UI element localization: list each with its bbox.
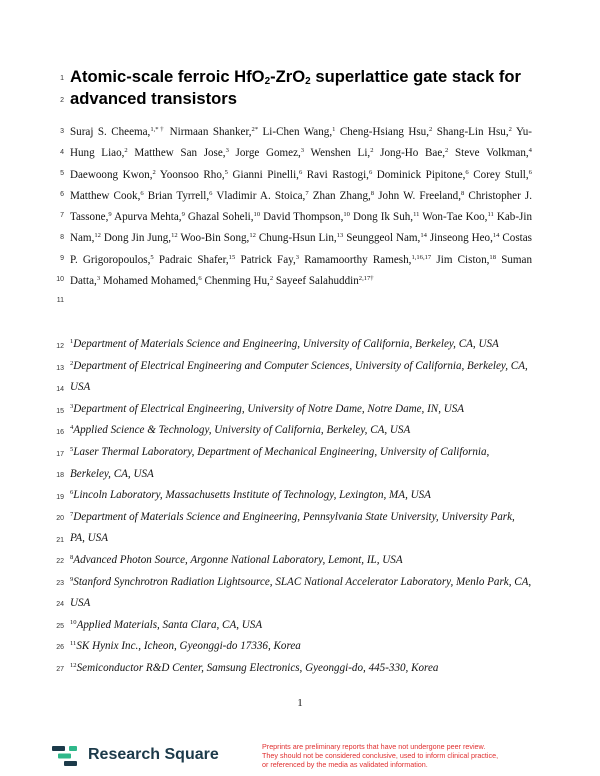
author-affiliation-marker: 1,16,17 bbox=[411, 253, 432, 261]
line-number: 14 bbox=[56, 386, 64, 393]
author-name: John W. Freeland, bbox=[378, 189, 461, 202]
author-affiliation-marker: 10 bbox=[343, 211, 350, 218]
author-affiliation-marker: 15 bbox=[228, 253, 236, 261]
line-number: 19 bbox=[56, 494, 64, 501]
affiliation-item bbox=[70, 550, 532, 572]
author-affiliation-marker: 14 bbox=[492, 232, 500, 240]
line-number: 3 bbox=[60, 128, 64, 135]
affiliation-item bbox=[70, 356, 532, 399]
author-affiliation-marker: 2 bbox=[429, 126, 433, 133]
author-name: Jorge Gomez, bbox=[235, 147, 301, 160]
affiliation-item bbox=[70, 572, 532, 615]
affiliation-text: Advanced Photon Source, Argonne National Laboratory, Lemont, IL, USA bbox=[73, 553, 403, 566]
author-name: Cheng-Hsiang Hsu, bbox=[339, 126, 429, 138]
author-affiliation-marker: 6 bbox=[528, 168, 532, 176]
author-affiliation-marker: 10 bbox=[253, 211, 261, 218]
affiliation-text: SK Hynix Inc., Icheon, Gyeonggi-do 17336, Korea bbox=[76, 640, 301, 653]
author-list bbox=[70, 122, 532, 292]
author-affiliation-marker: 12 bbox=[249, 232, 256, 240]
author-name: Dong Ik Suh, bbox=[353, 211, 414, 223]
author-name: Corey Stull, bbox=[473, 168, 529, 181]
line-number: 9 bbox=[60, 255, 64, 262]
author-affiliation-marker: 6 bbox=[209, 189, 213, 197]
author-affiliation-marker: 3 bbox=[96, 274, 101, 282]
affiliation-text: Applied Materials, Santa Clara, CA, USA bbox=[76, 618, 263, 631]
line-number: 16 bbox=[56, 429, 64, 436]
title-subscript-2: 2 bbox=[305, 76, 311, 87]
affiliation-number: 12 bbox=[70, 661, 77, 669]
author-affiliation-marker: 3 bbox=[225, 147, 229, 155]
author-affiliation-marker: 5 bbox=[150, 253, 154, 261]
author-name: Li-Chen Wang, bbox=[262, 126, 333, 138]
affiliation-item bbox=[70, 399, 532, 421]
line-number: 27 bbox=[56, 666, 64, 673]
author-affiliation-marker: 5 bbox=[224, 168, 228, 176]
line-number: 23 bbox=[56, 580, 64, 587]
author-name: Patrick Fay, bbox=[240, 253, 296, 266]
author-name: Brian Tyrrell, bbox=[147, 189, 210, 202]
title-text-1: Atomic-scale ferroic HfO bbox=[70, 67, 265, 86]
line-number: 8 bbox=[60, 234, 64, 241]
author-affiliation-marker: 2 bbox=[152, 168, 156, 176]
affiliation-number: 11 bbox=[70, 640, 77, 648]
author-affiliation-marker: 6 bbox=[465, 168, 469, 176]
affiliation-item bbox=[70, 507, 532, 550]
line-number: 1 bbox=[60, 75, 64, 82]
author-name: Dong Jin Jung, bbox=[103, 232, 172, 245]
author-name: Vladimir A. Stoica, bbox=[216, 189, 306, 202]
author-affiliation-marker: 2,17† bbox=[358, 274, 374, 282]
author-name: Daewoong Kwon, bbox=[70, 168, 153, 181]
author-name: Shang-Lin Hsu, bbox=[436, 126, 509, 138]
title-subscript-1: 2 bbox=[264, 76, 271, 87]
author-name: Woo-Bin Song, bbox=[180, 232, 250, 245]
author-affiliation-marker: 18 bbox=[489, 253, 496, 261]
preprint-notice-line: They should not be considered conclusive, used to inform clinical practice, bbox=[262, 751, 499, 761]
affiliation-text: Stanford Synchrotron Radiation Lightsource, SLAC National Accelerator Laboratory, Menlo Park, CA, USA bbox=[70, 575, 532, 610]
line-number: 24 bbox=[56, 601, 64, 608]
affiliation-number: 6 bbox=[70, 489, 74, 497]
affiliation-text: Applied Science & Technology, University of California, Berkeley, CA, USA bbox=[73, 424, 411, 437]
preprint-notice-line: Preprints are preliminary reports that have not undergone peer review. bbox=[262, 742, 486, 751]
author-affiliation-marker: 8 bbox=[370, 189, 375, 197]
author-affiliation-marker: 13 bbox=[336, 232, 344, 240]
author-affiliation-marker: 2 bbox=[269, 274, 274, 282]
author-name: Mohamed Mohamed, bbox=[102, 274, 199, 287]
line-number: 6 bbox=[60, 191, 64, 198]
author-name: Jong-Ho Bae, bbox=[380, 147, 446, 160]
line-number: 7 bbox=[60, 212, 64, 219]
author-name: Chung-Hsun Lin, bbox=[258, 232, 337, 245]
author-affiliation-marker: 2 bbox=[445, 147, 449, 155]
preprint-notice bbox=[262, 742, 562, 770]
affiliation-text: Department of Electrical Engineering and Computer Sciences, University of California, Berkeley, CA, USA bbox=[70, 359, 528, 394]
affiliation-text: Laser Thermal Laboratory, Department of Mechanical Engineering, University of California, Berkeley, CA, USA bbox=[70, 445, 490, 480]
affiliation-list bbox=[70, 334, 532, 680]
author-affiliation-marker: 3 bbox=[295, 253, 300, 261]
author-name: Ravi Rastogi, bbox=[306, 168, 369, 181]
author-affiliation-marker: 1,*† bbox=[150, 126, 166, 133]
line-number: 12 bbox=[56, 343, 64, 350]
affiliation-item bbox=[70, 636, 532, 658]
affiliation-number: 10 bbox=[70, 618, 77, 626]
author-name: Gianni Pinelli, bbox=[232, 168, 299, 181]
line-number: 13 bbox=[56, 365, 64, 372]
line-number: 22 bbox=[56, 558, 64, 565]
title-text-3: superlattice gate stack for bbox=[310, 67, 522, 86]
author-name: Ghazal Soheli, bbox=[187, 211, 254, 223]
author-affiliation-marker: 4 bbox=[528, 147, 532, 155]
author-name: David Thompson, bbox=[263, 211, 344, 223]
affiliation-number: 5 bbox=[70, 445, 74, 453]
title-text-2: -ZrO bbox=[270, 67, 306, 86]
author-affiliation-marker: 8 bbox=[461, 189, 465, 197]
author-name: Zhan Zhang, bbox=[312, 189, 371, 202]
author-affiliation-marker: 2 bbox=[508, 126, 512, 133]
author-name: Suraj S. Cheema, bbox=[70, 126, 151, 138]
author-name: Nirmaan Shanker, bbox=[169, 126, 252, 138]
author-affiliation-marker: 11 bbox=[487, 211, 494, 218]
author-affiliation-marker: 7 bbox=[305, 189, 309, 197]
author-affiliation-marker: 12 bbox=[171, 232, 178, 240]
author-affiliation-marker: 14 bbox=[420, 232, 427, 240]
page-number: 1 bbox=[297, 697, 303, 709]
research-square-brand[interactable]: Research Square bbox=[88, 746, 219, 763]
author-affiliation-marker: 6 bbox=[368, 168, 373, 176]
affiliation-number: 8 bbox=[70, 553, 74, 561]
author-name: Matthew Cook, bbox=[70, 189, 141, 202]
line-number: 11 bbox=[56, 297, 64, 304]
line-number: 10 bbox=[56, 276, 64, 283]
author-name: Padraic Shafer, bbox=[158, 253, 229, 266]
affiliation-number: 1 bbox=[70, 338, 74, 345]
affiliation-text: Semiconductor R&D Center, Samsung Electronics, Gyeonggi-do, 445-330, Korea bbox=[76, 661, 439, 674]
author-name: Chenming Hu, bbox=[204, 274, 270, 287]
affiliation-item bbox=[70, 420, 532, 442]
affiliation-number: 9 bbox=[70, 575, 74, 583]
title-text-line2: advanced transistors bbox=[70, 88, 237, 108]
affiliation-number: 2 bbox=[70, 359, 74, 367]
author-name: Won-Tae Koo, bbox=[422, 211, 488, 223]
author-affiliation-marker: 6 bbox=[298, 168, 303, 176]
line-number: 4 bbox=[60, 149, 64, 156]
author-name: Kab-Jin Nam, bbox=[70, 211, 532, 245]
research-square-logo-icon bbox=[52, 744, 82, 768]
affiliation-item bbox=[70, 334, 532, 356]
affiliation-text: Department of Materials Science and Engineering, Pennsylvania State University, University Park, PA, USA bbox=[70, 510, 515, 545]
author-name: Apurva Mehta, bbox=[114, 211, 182, 223]
affiliation-item bbox=[70, 615, 532, 637]
author-affiliation-marker: 2* bbox=[251, 126, 259, 133]
affiliation-number: 7 bbox=[70, 510, 74, 518]
author-name: Wenshen Li, bbox=[310, 147, 371, 160]
line-number: 17 bbox=[56, 451, 64, 458]
author-name: Christopher J. Tassone, bbox=[70, 189, 533, 223]
author-name: Steve Volkman, bbox=[454, 147, 529, 160]
affiliation-item bbox=[70, 442, 532, 485]
affiliation-text: Department of Electrical Engineering, University of Notre Dame, Notre Dame, IN, USA bbox=[73, 402, 465, 415]
research-square-footer bbox=[0, 736, 600, 776]
author-affiliation-marker: 2 bbox=[124, 147, 128, 155]
line-number: 2 bbox=[60, 97, 64, 104]
author-affiliation-marker: 6 bbox=[198, 274, 202, 282]
author-affiliation-marker: 11 bbox=[413, 211, 420, 218]
affiliation-text: Department of Materials Science and Engineering, University of California, Berkeley, CA, USA bbox=[73, 338, 499, 350]
author-name: Yoonsoo Rho, bbox=[159, 168, 225, 181]
affiliation-number: 4 bbox=[70, 424, 74, 432]
author-affiliation-marker: 9 bbox=[108, 211, 112, 218]
author-affiliation-marker: 2 bbox=[370, 147, 374, 155]
author-name: Jim Ciston, bbox=[436, 253, 490, 266]
author-name: Dominick Pipitone, bbox=[376, 168, 466, 181]
author-affiliation-marker: 9 bbox=[181, 211, 185, 218]
author-name: Jinseong Heo, bbox=[429, 232, 493, 245]
line-number: 15 bbox=[56, 408, 64, 415]
author-name: Sayeef Salahuddin bbox=[275, 274, 359, 287]
affiliation-item bbox=[70, 485, 532, 507]
author-name: Ramamoorthy Ramesh, bbox=[304, 253, 412, 266]
author-name: Matthew San Jose, bbox=[134, 147, 226, 160]
line-number: 21 bbox=[56, 537, 64, 544]
author-name: Yu-Hung Liao, bbox=[70, 126, 532, 160]
author-name: Costas P. Grigoropoulos, bbox=[70, 232, 532, 266]
author-affiliation-marker: 1 bbox=[332, 126, 336, 133]
affiliation-item bbox=[70, 658, 532, 680]
paper-title bbox=[70, 66, 540, 109]
line-number: 20 bbox=[56, 515, 64, 522]
line-number: 5 bbox=[60, 170, 64, 177]
line-number: 18 bbox=[56, 472, 64, 479]
author-name: Seunggeol Nam, bbox=[346, 232, 421, 245]
line-number: 26 bbox=[56, 644, 64, 651]
line-number: 25 bbox=[56, 623, 64, 630]
affiliation-number: 3 bbox=[70, 402, 74, 410]
author-affiliation-marker: 6 bbox=[140, 189, 144, 197]
author-name: Suman Datta, bbox=[70, 253, 533, 287]
author-affiliation-marker: 3 bbox=[300, 147, 305, 155]
affiliation-text: Lincoln Laboratory, Massachusetts Institute of Technology, Lexington, MA, USA bbox=[73, 489, 431, 502]
author-affiliation-marker: 12 bbox=[94, 232, 101, 240]
preprint-notice-line: or referenced by the media as validated information. bbox=[262, 760, 428, 770]
